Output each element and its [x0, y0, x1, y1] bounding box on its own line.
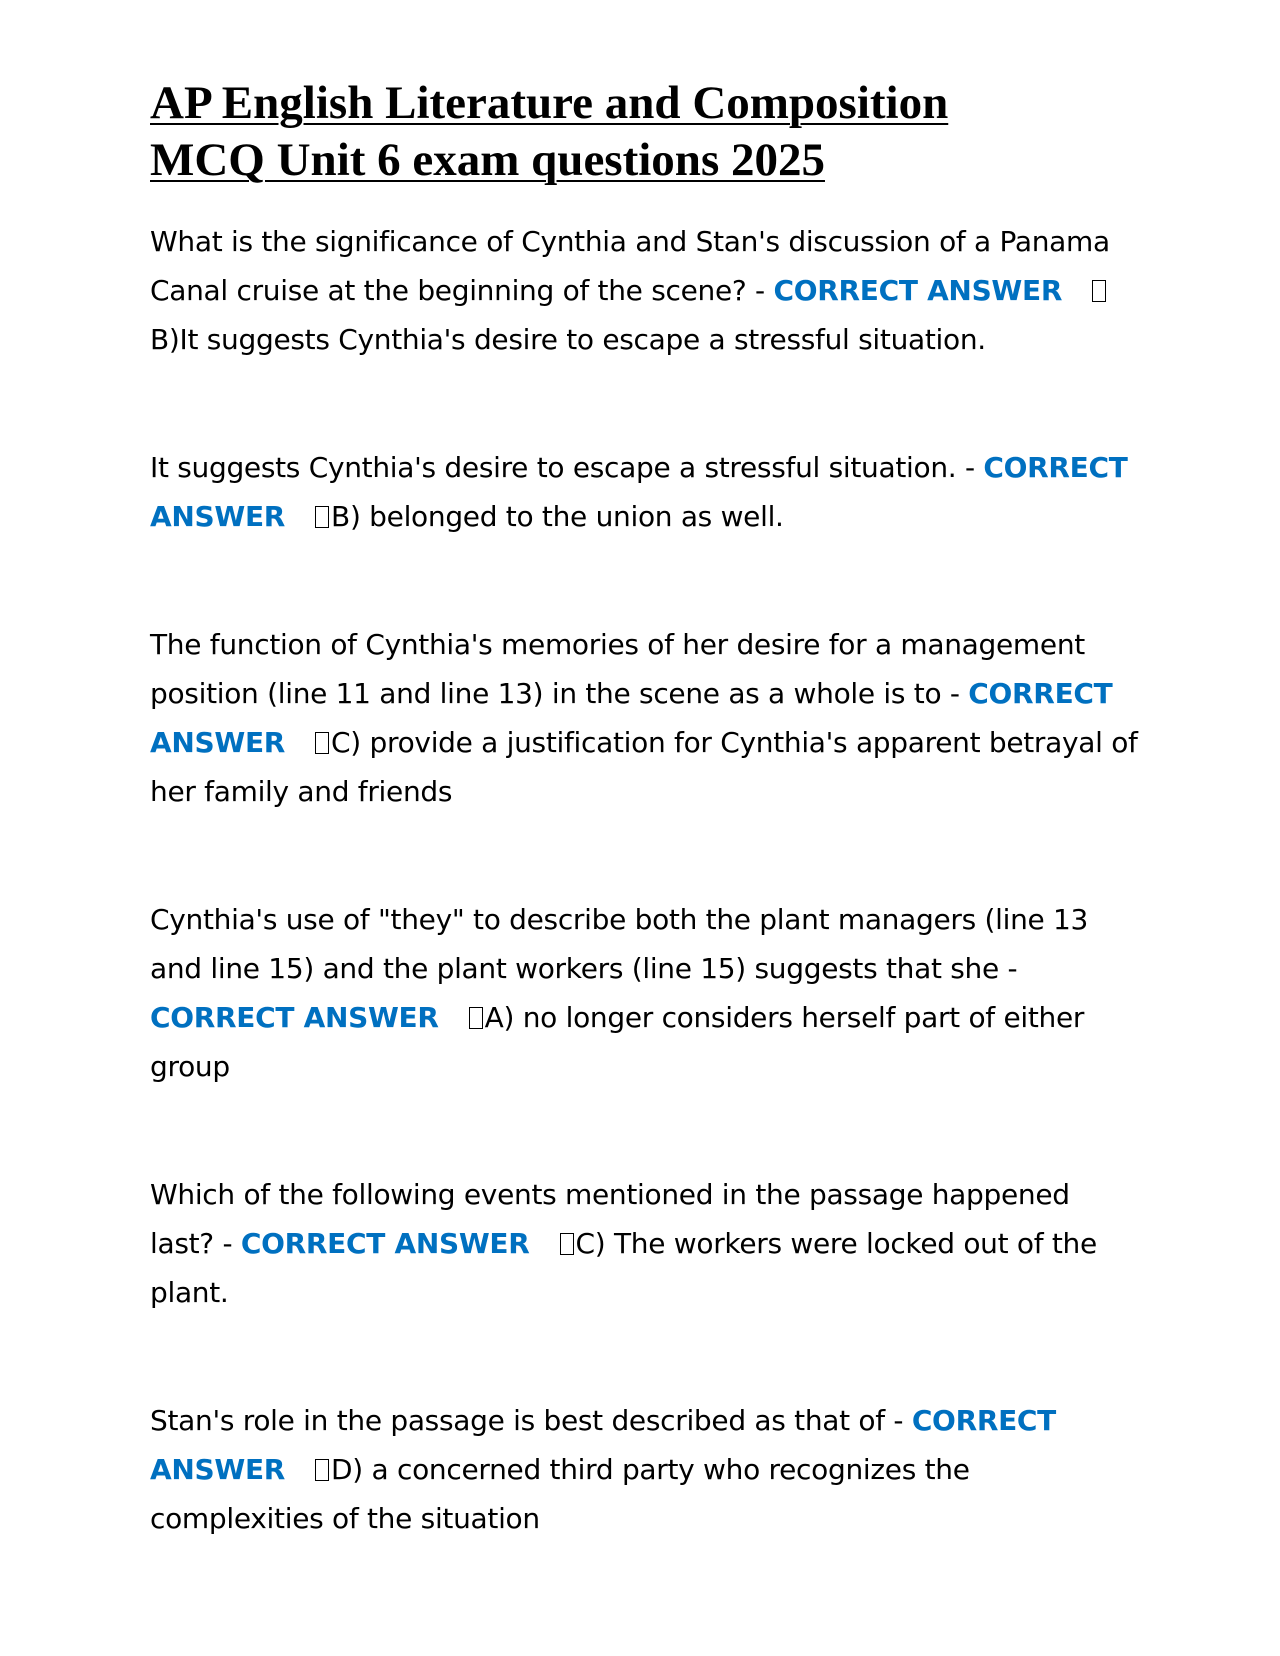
- qa-item: [150, 620, 1140, 816]
- question-text: What is the significance of Cynthia and Stan's discussion of a Panama Canal cruise at the beginning of the scene? -: [150, 225, 1110, 307]
- checkbox-icon: [315, 732, 329, 754]
- page-title: [150, 75, 1140, 189]
- answer-text: D) a concerned third party who recognizes the complexities of the situation: [150, 1453, 970, 1535]
- question-text: Which of the following events mentioned in the passage happened last? -: [150, 1178, 1070, 1260]
- document-page: [150, 70, 1140, 1543]
- qa-item: [150, 443, 1140, 541]
- question-text: Stan's role in the passage is best described as that of -: [150, 1404, 912, 1437]
- question-text: Cynthia's use of "they" to describe both the plant managers (line 13 and line 15) and the plant workers (line 15) suggests that she -: [150, 903, 1089, 985]
- answer-text: C) The workers were locked out of the plant.: [150, 1227, 1097, 1309]
- question-text: It suggests Cynthia's desire to escape a stressful situation. -: [150, 451, 984, 484]
- checkbox-icon: [469, 1007, 483, 1029]
- checkbox-icon: [315, 506, 329, 528]
- qa-item: [150, 895, 1140, 1091]
- correct-answer-label: CORRECT ANSWER: [150, 1001, 439, 1034]
- qa-item: [150, 217, 1140, 364]
- checkbox-icon: [1092, 280, 1106, 302]
- correct-answer-label: CORRECT ANSWER: [150, 1404, 1056, 1486]
- correct-answer-label: CORRECT ANSWER: [773, 274, 1063, 307]
- title-line-1: AP English Literature and Composition: [150, 77, 949, 129]
- answer-text: A) no longer considers herself part of either group: [150, 1001, 1085, 1083]
- checkbox-icon: [315, 1459, 329, 1481]
- qa-item: [150, 1170, 1140, 1317]
- qa-item: [150, 1396, 1140, 1543]
- answer-text: C) provide a justification for Cynthia's apparent betrayal of her family and friends: [150, 726, 1138, 808]
- correct-answer-label: CORRECT ANSWER: [150, 451, 1128, 533]
- correct-answer-label: CORRECT ANSWER: [240, 1227, 530, 1260]
- checkbox-icon: [560, 1233, 574, 1255]
- answer-text: B) belonged to the union as well.: [331, 500, 784, 533]
- answer-text: B)It suggests Cynthia's desire to escape a stressful situation.: [150, 323, 986, 356]
- question-text: The function of Cynthia's memories of her desire for a management position (line 11 and line 13) in the scene as a whole is to -: [150, 628, 1085, 710]
- correct-answer-label: CORRECT ANSWER: [150, 677, 1113, 759]
- title-line-2: MCQ Unit 6 exam questions 2025: [150, 134, 825, 186]
